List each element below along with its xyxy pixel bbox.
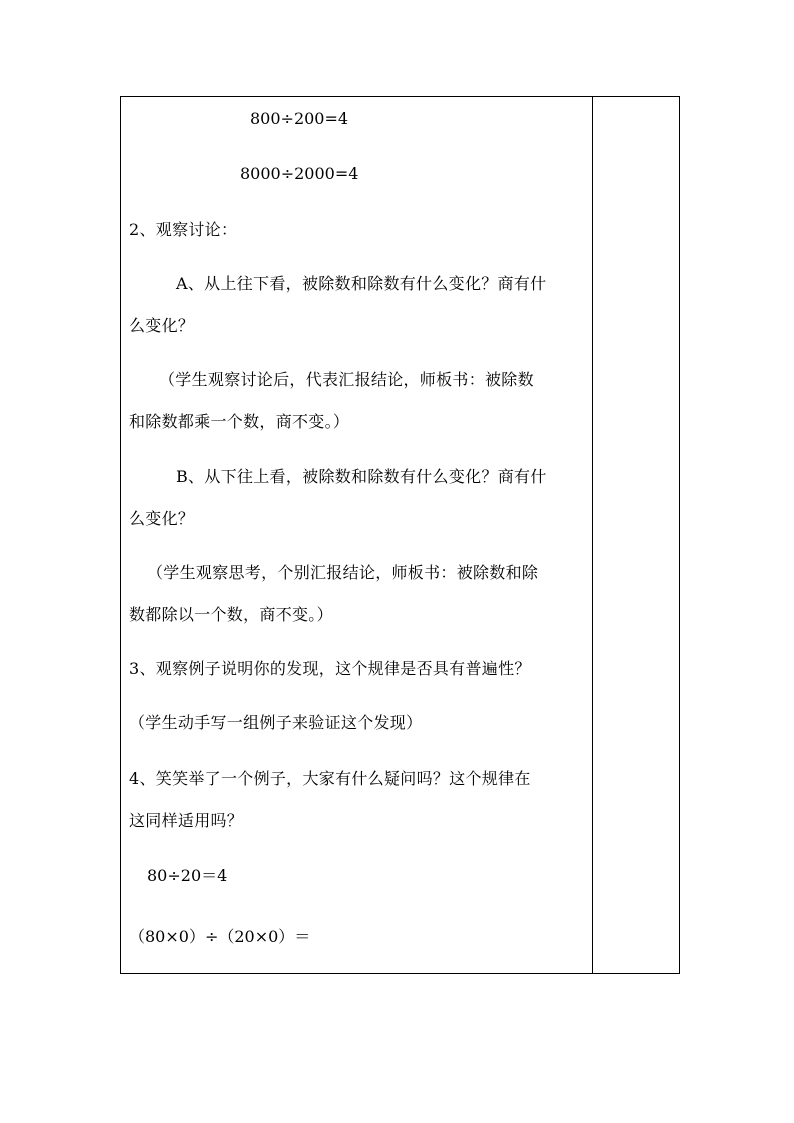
step2a-question-line2: 么变化？ (129, 316, 195, 335)
step2a-note-line2: 和除数都乘一个数，商不变。） (129, 412, 350, 431)
step2b-question-line1: B、从下往上看，被除数和除数有什么变化？商有什 (176, 467, 547, 486)
step2a-question-line1: A、从上往下看，被除数和除数有什么变化？商有什 (176, 274, 547, 293)
step4-question-line2: 这同样适用吗？ (129, 811, 244, 830)
step4-question-line1: 4、笑笑举了一个例子，大家有什么疑问吗？这个规律在 (129, 769, 531, 788)
equation-8000-2000: 8000÷2000=4 (240, 164, 359, 183)
step2b-question-line2: 么变化？ (129, 509, 195, 528)
step3-note: （学生动手写一组例子来验证这个发现） (129, 713, 423, 732)
step2-heading: 2、观察讨论： (129, 220, 238, 239)
lesson-table (120, 96, 680, 974)
step2b-note-line2: 数都除以一个数，商不变。） (129, 605, 333, 624)
step2b-note-line1: （学生观察思考，个别汇报结论，师板书：被除数和除 (147, 563, 539, 582)
equation-80-20: 80÷20＝4 (147, 866, 228, 885)
step2a-note-line1: （学生观察讨论后，代表汇报结论，师板书：被除数 (159, 370, 534, 389)
step3-question: 3、观察例子说明你的发现，这个规律是否具有普遍性？ (129, 659, 531, 678)
equation-zero-multiply: （80×0）÷（20×0）＝ (129, 927, 311, 946)
notes-column (593, 97, 679, 973)
equation-800-200: 800÷200=4 (250, 109, 349, 128)
